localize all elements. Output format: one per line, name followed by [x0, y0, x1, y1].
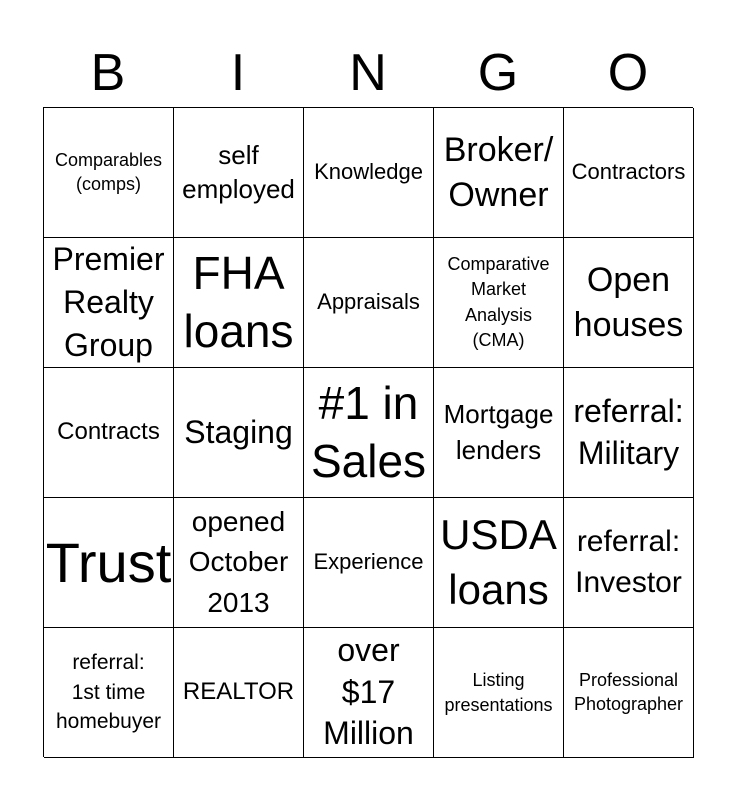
cell-label: referral: 1st time homebuyer: [55, 651, 162, 734]
cell-label: Premier Realty Group: [52, 240, 165, 364]
bingo-cell[interactable]: [304, 498, 434, 628]
cell-label: Mortgage lenders: [443, 399, 554, 465]
cell-label: Contractors: [571, 159, 686, 185]
cell-label: Trust: [45, 530, 172, 594]
header-letter-i: I: [230, 44, 246, 102]
bingo-cell[interactable]: [304, 628, 434, 758]
bingo-cell[interactable]: [564, 238, 694, 368]
cell-label: Contracts: [57, 418, 160, 446]
header-letter-o: O: [607, 44, 649, 102]
bingo-cell[interactable]: [434, 368, 564, 498]
bingo-cell[interactable]: [564, 368, 694, 498]
cell-label: Comparative Market Analysis (CMA): [447, 254, 550, 350]
bingo-cell[interactable]: [174, 628, 304, 758]
header-letter-n: N: [349, 44, 387, 102]
cell-label: Open houses: [573, 261, 684, 344]
bingo-cell[interactable]: [174, 108, 304, 238]
bingo-cell[interactable]: [304, 108, 434, 238]
header-letter-b: B: [90, 44, 126, 102]
bingo-cell[interactable]: [564, 628, 694, 758]
bingo-cell[interactable]: [44, 628, 174, 758]
cell-label: opened October 2013: [188, 505, 289, 618]
cell-label: #1 in Sales: [310, 377, 427, 487]
bingo-cell[interactable]: [434, 108, 564, 238]
cell-label: Appraisals: [317, 289, 420, 315]
cell-label: Listing presentations: [444, 670, 553, 715]
cell-label: Broker/ Owner: [443, 131, 554, 214]
bingo-cell[interactable]: [44, 368, 174, 498]
cell-label: referral: Military: [573, 392, 684, 471]
cell-label: REALTOR: [182, 678, 295, 706]
cell-label: Staging: [184, 414, 293, 451]
bingo-cell[interactable]: [44, 238, 174, 368]
bingo-cell[interactable]: [44, 498, 174, 628]
bingo-board: [43, 107, 693, 757]
bingo-cell[interactable]: [304, 238, 434, 368]
cell-label: Knowledge: [314, 159, 423, 185]
cell-label: referral: Investor: [575, 525, 682, 599]
cell-label: Experience: [313, 549, 424, 575]
bingo-header: [43, 42, 693, 104]
cell-label: over $17 Million: [323, 632, 414, 752]
cell-label: Professional Photographer: [573, 670, 684, 714]
cell-label: USDA loans: [440, 510, 557, 613]
bingo-cell[interactable]: [434, 238, 564, 368]
cell-label: self employed: [182, 139, 295, 204]
cell-label: FHA loans: [183, 247, 294, 357]
bingo-cell[interactable]: [174, 368, 304, 498]
bingo-cell[interactable]: [304, 368, 434, 498]
bingo-cell[interactable]: [564, 498, 694, 628]
header-letter-g: G: [477, 44, 519, 102]
bingo-cell[interactable]: [434, 628, 564, 758]
cell-label: Comparables (comps): [54, 150, 163, 194]
bingo-cell[interactable]: [44, 108, 174, 238]
bingo-cell[interactable]: [174, 238, 304, 368]
bingo-cell[interactable]: [434, 498, 564, 628]
bingo-cell[interactable]: [174, 498, 304, 628]
bingo-cell[interactable]: [564, 108, 694, 238]
